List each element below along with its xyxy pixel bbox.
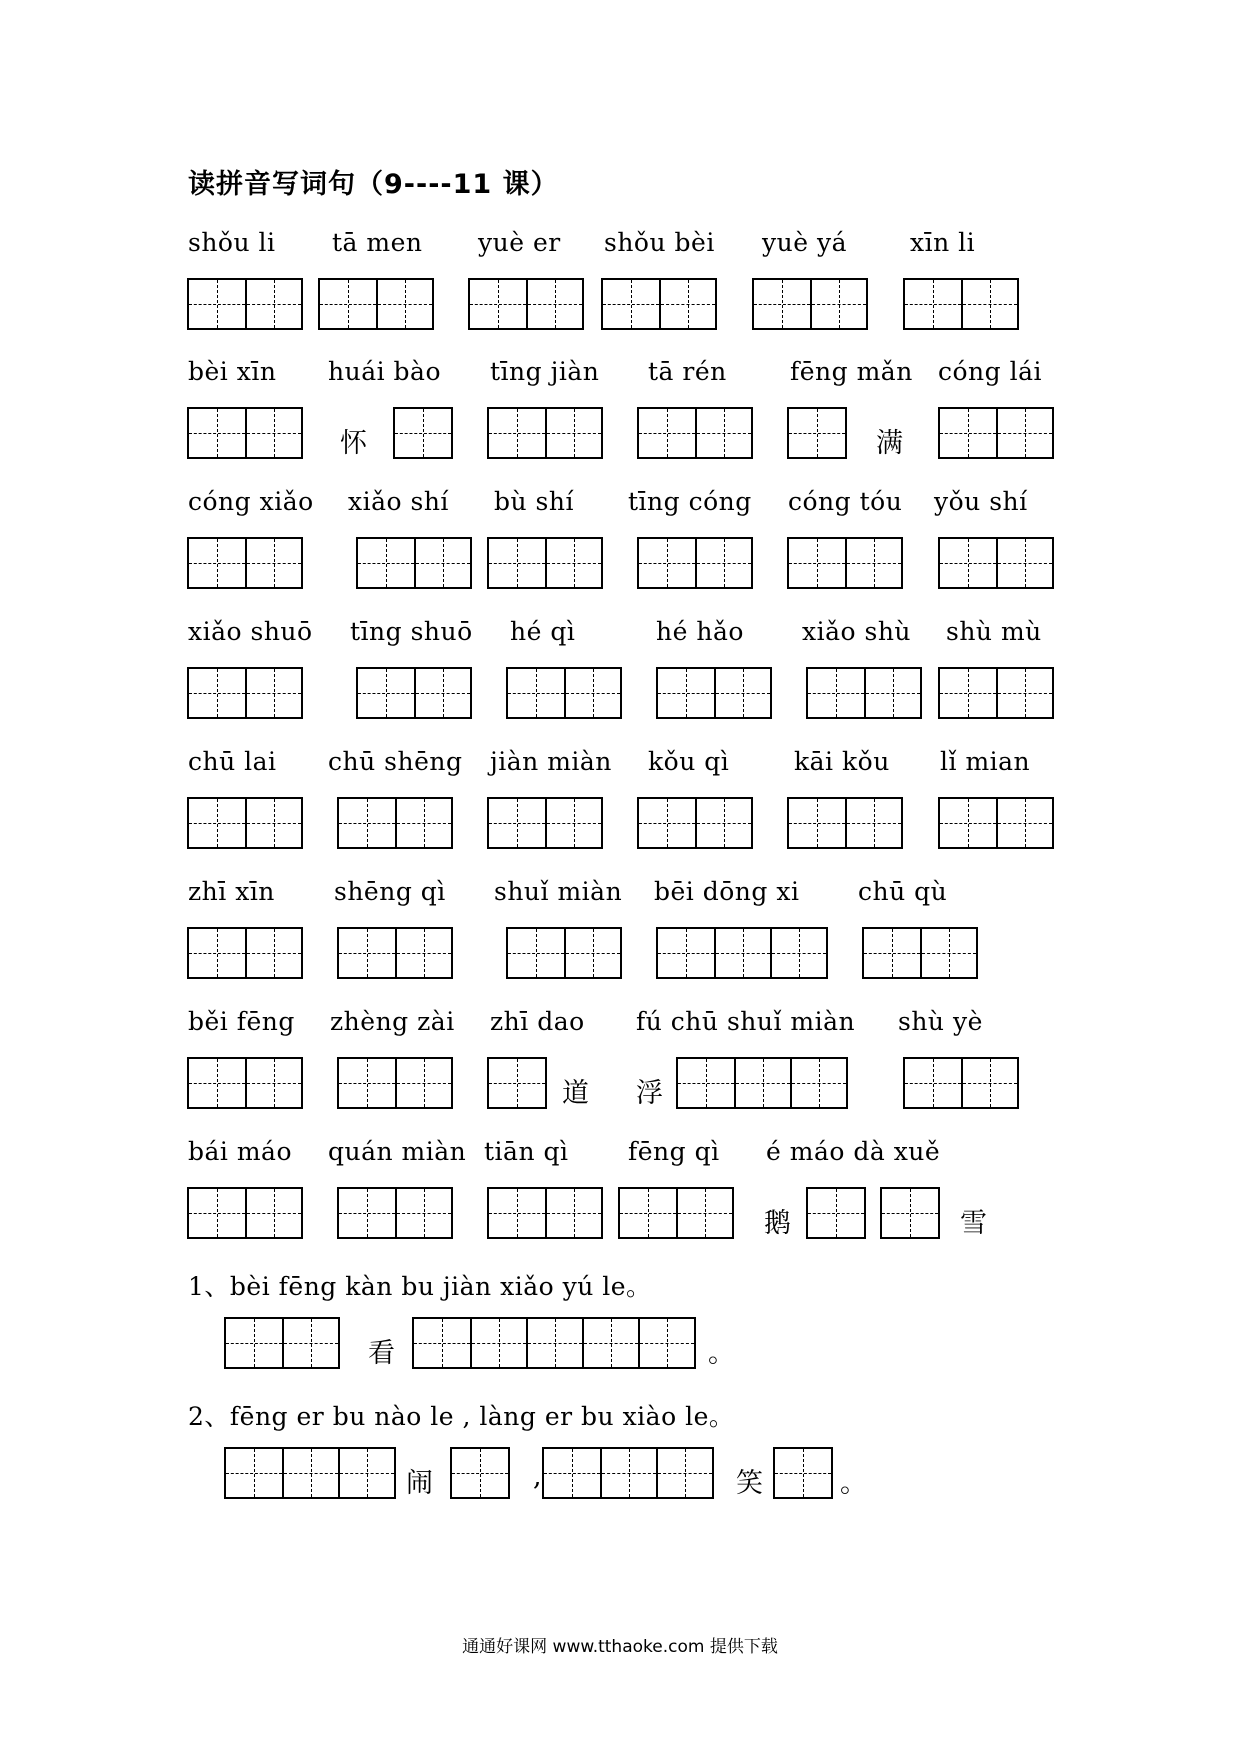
tianzige-cell[interactable] [940,539,996,587]
tianzige-cell[interactable] [658,669,714,717]
pinyin-label: xiǎo shuō [188,617,313,646]
tianzige-cell[interactable] [808,669,864,717]
writing-grid[interactable] [656,927,828,979]
pinyin-label: fēng mǎn [790,357,913,386]
tianzige-cell[interactable] [245,1059,301,1107]
pinyin-label: yuè er [478,228,561,257]
tianzige-cell[interactable] [508,669,564,717]
tianzige-cell[interactable] [545,799,601,847]
pinyin-label: yǒu shí [934,487,1028,516]
tianzige-cell[interactable] [245,409,301,457]
tianzige-cell[interactable] [358,669,414,717]
pinyin-label: xīn li [910,228,976,257]
tianzige-cell[interactable] [639,799,695,847]
tianzige-cell[interactable] [789,799,845,847]
tianzige-cell[interactable] [695,409,751,457]
tianzige-cell[interactable] [358,539,414,587]
writing-grid[interactable] [938,667,1054,719]
pinyin-label: shēng qì [334,877,446,906]
tianzige-cell[interactable] [395,1059,451,1107]
writing-grid[interactable] [862,927,978,979]
tianzige-cell[interactable] [189,929,245,977]
tianzige-cell[interactable] [414,669,470,717]
tianzige-cell[interactable] [789,409,845,457]
writing-grid[interactable] [187,1057,303,1109]
pinyin-label: běi fēng [188,1007,295,1036]
writing-grid[interactable] [450,1447,510,1499]
writing-grid[interactable] [618,1187,734,1239]
punctuation-mark: , [533,1461,542,1492]
writing-grid[interactable] [773,1447,833,1499]
writing-grid[interactable] [938,407,1054,459]
given-character: 怀 [340,428,367,459]
writing-grid[interactable] [601,278,717,330]
given-character: 看 [368,1338,395,1369]
writing-grid[interactable] [356,537,472,589]
writing-grid[interactable] [468,278,584,330]
tianzige-cell[interactable] [545,1189,601,1237]
writing-grid[interactable] [676,1057,848,1109]
pinyin-label: fēng qì [628,1137,720,1166]
tianzige-cell[interactable] [508,929,564,977]
tianzige-cell[interactable] [656,1449,712,1497]
tianzige-cell[interactable] [245,669,301,717]
tianzige-cell[interactable] [245,1189,301,1237]
pinyin-label: quán miàn [328,1137,467,1166]
writing-grid[interactable] [318,278,434,330]
tianzige-cell[interactable] [714,669,770,717]
tianzige-cell[interactable] [789,539,845,587]
tianzige-cell[interactable] [526,1319,582,1367]
tianzige-cell[interactable] [790,1059,846,1107]
tianzige-cell[interactable] [339,929,395,977]
tianzige-cell[interactable] [414,539,470,587]
tianzige-cell[interactable] [489,1189,545,1237]
tianzige-cell[interactable] [996,539,1052,587]
tianzige-cell[interactable] [564,929,620,977]
tianzige-cell[interactable] [603,280,659,328]
writing-grid[interactable] [938,537,1054,589]
tianzige-cell[interactable] [545,539,601,587]
tianzige-cell[interactable] [620,1189,676,1237]
writing-grid[interactable] [187,927,303,979]
tianzige-cell[interactable] [695,799,751,847]
tianzige-cell[interactable] [940,409,996,457]
tianzige-cell[interactable] [526,280,582,328]
pinyin-label: fú chū shuǐ miàn [636,1007,856,1036]
writing-grid[interactable] [542,1447,714,1499]
tianzige-cell[interactable] [395,799,451,847]
tianzige-cell[interactable] [339,1189,395,1237]
punctuation-mark: 。 [840,1468,867,1499]
writing-grid[interactable] [224,1317,340,1369]
tianzige-cell[interactable] [678,1059,734,1107]
tianzige-cell[interactable] [996,409,1052,457]
tianzige-cell[interactable] [489,1059,545,1107]
tianzige-cell[interactable] [882,1189,938,1237]
given-character: 鹅 [764,1208,791,1239]
tianzige-cell[interactable] [282,1449,338,1497]
writing-grid[interactable] [337,1187,453,1239]
tianzige-cell[interactable] [226,1449,282,1497]
writing-grid[interactable] [903,1057,1019,1109]
writing-grid[interactable] [412,1317,696,1369]
tianzige-cell[interactable] [245,799,301,847]
tianzige-cell[interactable] [245,929,301,977]
pinyin-label: cóng xiǎo [188,487,314,516]
writing-grid[interactable] [787,407,847,459]
tianzige-cell[interactable] [189,669,245,717]
tianzige-cell[interactable] [658,929,714,977]
tianzige-cell[interactable] [770,929,826,977]
pinyin-label: tā men [332,228,423,257]
pinyin-label: shù yè [898,1007,983,1036]
tianzige-cell[interactable] [864,669,920,717]
given-character: 道 [562,1078,589,1109]
writing-grid[interactable] [787,537,903,589]
footer-credit: 通通好课网 www.tthaoke.com 提供下载 [462,1637,778,1657]
pinyin-label: cóng lái [938,357,1042,386]
tianzige-cell[interactable] [996,669,1052,717]
tianzige-cell[interactable] [638,1319,694,1367]
pinyin-label: tīng jiàn [490,357,600,386]
pinyin-label: tīng shuō [350,617,473,646]
writing-grid[interactable] [337,1057,453,1109]
tianzige-cell[interactable] [395,409,451,457]
pinyin-label: tā rén [648,357,727,386]
pinyin-label: cóng tóu [788,487,903,516]
tianzige-cell[interactable] [845,539,901,587]
tianzige-cell[interactable] [754,280,810,328]
tianzige-cell[interactable] [639,409,695,457]
writing-grid[interactable] [487,1187,603,1239]
pinyin-label: shuǐ miàn [494,877,623,906]
pinyin-label: chū qù [858,877,948,906]
pinyin-label: bái máo [188,1137,293,1166]
tianzige-cell[interactable] [338,1449,394,1497]
writing-grid[interactable] [938,797,1054,849]
tianzige-cell[interactable] [376,280,432,328]
tianzige-cell[interactable] [339,799,395,847]
tianzige-cell[interactable] [489,539,545,587]
pinyin-label: jiàn miàn [490,747,612,776]
given-character: 浮 [636,1078,663,1109]
pinyin-label: kāi kǒu [794,747,890,776]
pinyin-label: tīng cóng [628,487,752,516]
writing-grid[interactable] [637,797,753,849]
tianzige-cell[interactable] [810,280,866,328]
writing-grid[interactable] [903,278,1019,330]
tianzige-cell[interactable] [600,1449,656,1497]
writing-grid[interactable] [506,927,622,979]
tianzige-cell[interactable] [544,1449,600,1497]
tianzige-cell[interactable] [489,799,545,847]
pinyin-label: lǐ mian [940,747,1031,776]
tianzige-cell[interactable] [734,1059,790,1107]
writing-grid[interactable] [224,1447,396,1499]
pinyin-label: xiǎo shù [802,617,912,646]
tianzige-cell[interactable] [489,409,545,457]
tianzige-cell[interactable] [189,1059,245,1107]
writing-grid[interactable] [752,278,868,330]
pinyin-label: yuè yá [762,228,847,257]
tianzige-cell[interactable] [414,1319,470,1367]
pinyin-label: bèi xīn [188,357,277,386]
tianzige-cell[interactable] [226,1319,282,1367]
writing-grid[interactable] [880,1187,940,1239]
writing-grid[interactable] [506,667,622,719]
pinyin-label: shǒu bèi [604,228,715,257]
given-character: 笑 [736,1468,763,1499]
writing-grid[interactable] [487,1057,547,1109]
pinyin-label: huái bào [328,357,442,386]
tianzige-cell[interactable] [961,280,1017,328]
writing-grid[interactable] [656,667,772,719]
writing-grid[interactable] [806,1187,866,1239]
writing-grid[interactable] [187,797,303,849]
pinyin-label: zhī dao [490,1007,585,1036]
tianzige-cell[interactable] [582,1319,638,1367]
tianzige-cell[interactable] [845,799,901,847]
tianzige-cell[interactable] [245,539,301,587]
tianzige-cell[interactable] [189,1189,245,1237]
tianzige-cell[interactable] [395,1189,451,1237]
writing-grid[interactable] [337,797,453,849]
tianzige-cell[interactable] [189,799,245,847]
tianzige-cell[interactable] [245,280,301,328]
tianzige-cell[interactable] [940,799,996,847]
writing-grid[interactable] [187,1187,303,1239]
tianzige-cell[interactable] [996,799,1052,847]
tianzige-cell[interactable] [452,1449,508,1497]
pinyin-label: zhèng zài [330,1007,455,1036]
tianzige-cell[interactable] [905,1059,961,1107]
pinyin-label: kǒu qì [648,747,730,776]
tianzige-cell[interactable] [920,929,976,977]
tianzige-cell[interactable] [189,409,245,457]
pinyin-label: bù shí [494,487,574,516]
pinyin-label: shǒu li [188,228,276,257]
writing-grid[interactable] [187,278,303,330]
writing-grid[interactable] [393,407,453,459]
worksheet-title: 读拼音写词句（9----11 课） [188,169,559,200]
writing-grid[interactable] [487,537,603,589]
pinyin-label: shù mù [946,617,1042,646]
pinyin-label: chū lai [188,747,277,776]
pinyin-label: é máo dà xuě [766,1137,941,1166]
tianzige-cell[interactable] [545,409,601,457]
tianzige-cell[interactable] [864,929,920,977]
pinyin-label: xiǎo shí [348,487,449,516]
tianzige-cell[interactable] [189,539,245,587]
tianzige-cell[interactable] [676,1189,732,1237]
pinyin-label: hé qì [510,617,576,646]
pinyin-label: 1、bèi fēng kàn bu jiàn xiǎo yú le。 [188,1272,652,1301]
tianzige-cell[interactable] [940,669,996,717]
writing-grid[interactable] [187,407,303,459]
writing-grid[interactable] [487,407,603,459]
given-character: 满 [876,428,903,459]
writing-grid[interactable] [356,667,472,719]
punctuation-mark: 。 [708,1338,735,1369]
tianzige-cell[interactable] [659,280,715,328]
tianzige-cell[interactable] [282,1319,338,1367]
writing-grid[interactable] [187,667,303,719]
tianzige-cell[interactable] [564,669,620,717]
writing-grid[interactable] [637,537,753,589]
pinyin-label: zhī xīn [188,877,275,906]
pinyin-label: chū shēng [328,747,463,776]
given-character: 闹 [406,1468,433,1499]
pinyin-label: hé hǎo [656,617,744,646]
tianzige-cell[interactable] [714,929,770,977]
writing-grid[interactable] [187,537,303,589]
tianzige-cell[interactable] [470,280,526,328]
tianzige-cell[interactable] [961,1059,1017,1107]
tianzige-cell[interactable] [470,1319,526,1367]
writing-grid[interactable] [337,927,453,979]
tianzige-cell[interactable] [775,1449,831,1497]
tianzige-cell[interactable] [395,929,451,977]
writing-grid[interactable] [806,667,922,719]
pinyin-label: tiān qì [484,1137,569,1166]
pinyin-label: 2、fēng er bu nào le , làng er bu xiào le。 [188,1402,735,1431]
pinyin-label: bēi dōng xi [654,877,800,906]
tianzige-cell[interactable] [695,539,751,587]
writing-grid[interactable] [487,797,603,849]
writing-grid[interactable] [787,797,903,849]
tianzige-cell[interactable] [639,539,695,587]
tianzige-cell[interactable] [808,1189,864,1237]
tianzige-cell[interactable] [339,1059,395,1107]
tianzige-cell[interactable] [320,280,376,328]
given-character: 雪 [960,1208,987,1239]
tianzige-cell[interactable] [905,280,961,328]
tianzige-cell[interactable] [189,280,245,328]
writing-grid[interactable] [637,407,753,459]
